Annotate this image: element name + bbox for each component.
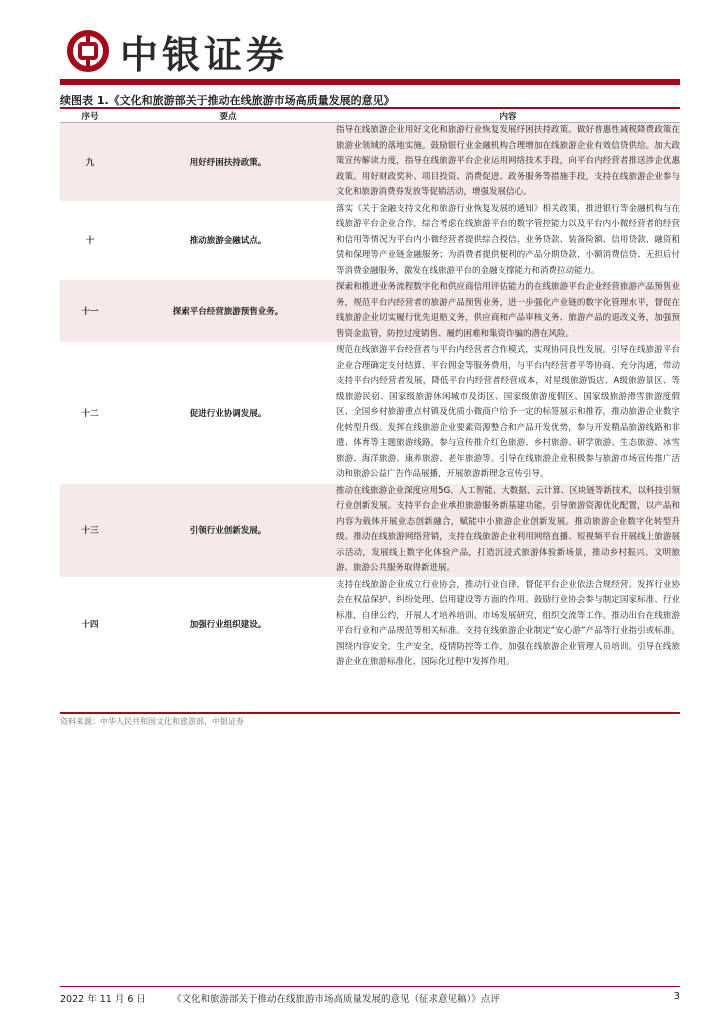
table-row [60,577,680,671]
row-content: 指导在线旅游企业用好文化和旅游行业恢复发展纾困扶持政策。做好普惠性减税降费政策在旅游业领域的落地实施。鼓励银行业金融机构合理增加在线旅游企业有效信贷供给。加大政策宣传解读力度，指导在线旅游平台企业运用网络技术手段，向平台内经营者推送涉企优惠政策。用好财政奖补、项目投资、消费促进、政务服务等措施手段，支持在线旅游企业参与文化和旅游消费券发放等促销活动，增强发展信心。 [336,123,680,202]
row-point: 引领行业创新发展。 [120,483,336,577]
brand-logo [66,26,288,76]
policy-table [60,110,680,672]
row-number: 十四 [81,620,99,630]
row-number: 九 [60,123,120,202]
header-rule [60,79,680,85]
table-row [60,280,680,343]
row-point: 探索平台经营旅游预售业务。 [120,280,336,343]
row-content: 探索和推进业务流程数字化和供应商信用评估能力的在线旅游平台企业经营旅游产品预售业务，规范平台内经营者的旅游产品预售业务，进一步强化产业链的数字化管理水平，督促在线旅游企业切实履行优先退赔义务，供应商和产品审核义务、旅游产品的退改义务，加强预售资金监管，防控过度销售、履约困难和集资诈骗的潜在风险。 [336,280,680,343]
row-point: 促进行业协调发展。 [189,408,267,419]
table-row [60,483,680,577]
row-number: 十二 [81,408,99,419]
figure-caption: 续图表 1.《文化和旅游部关于推动在线旅游市场高质量发展的意见》 [60,94,395,107]
logo-text: 中银证券 [120,31,289,77]
row-number: 十三 [60,483,120,577]
table-end-rule [60,712,680,714]
table-header-row [60,110,680,123]
page-number: 3 [673,991,680,1002]
table-row [60,123,680,202]
bank-of-china-logo-icon [66,29,110,73]
table-row [60,201,680,280]
row-content: 落实《关于金融支持文化和旅游行业恢复发展的通知》相关政策，推进银行等金融机构与在线旅游平台企业合作，综合考虑在线旅游平台的数字管控能力以及平台内小微经营者的经营和信用等情况为平台内小微经营者提供综合授信、业务贷款、装备险额、信用贷款、融资租赁和保理等产业链金融服务；为消费者提供便利的产品分期贷款、小额消费信贷、无担后付等消费金融服务，激发在线旅游平台的金融支撑能力和消费拉动能力。 [336,203,680,276]
row-number: 十 [85,236,95,247]
header-point: 要点 [219,112,237,122]
header-content: 内容 [499,112,517,122]
row-content: 支持在线旅游企业成立行业协会，推动行业自律，督促平台企业依法合规经营。发挥行业协会在权益保护、纠纷处理、信用建设等方面的作用。鼓励行业协会参与制定国家标准、行业标准，自律公约，开展人才培养培训、市场发展研究，组织交流等工作。推动出台在线旅游平台行业和产品规范等相关标准。支持在线旅游企业制定“安心游”产品等行业指引或标准。围绕内容安全，生产安全，疫情防控等工作，加强在线旅游企业管理人员培训。引导在线旅游企业在旅游标准化、国际化过程中发挥作用。 [336,579,680,667]
caption-rule [60,107,680,109]
row-point: 推动旅游金融试点。 [189,236,267,247]
row-content: 推动在线旅游企业深度应用5G、人工智能、大数据、云计算、区块链等新技术，以科技引领行业创新发展。支持平台企业承担旅游服务新基建功能，引导旅游资源优化配置，以产品和内容为载体开展业态创新融合，赋能中小旅游企业创新发展。推动旅游企业数字化转型升级。推动在线旅游网络营销，支持在线旅游企业利用网络直播、短视频平台开展线上旅游展示活动，发展线上数字化体验产品，打造沉浸式旅游体验新场景，推动乡村振兴、文明旅游、旅游公共服务取得新进展。 [336,483,680,577]
row-point: 用好纾困扶持政策。 [120,123,336,202]
footer-title: 《文化和旅游部关于推动在线旅游市场高质量发展的意见（征求意见稿）》点评 [172,994,500,1005]
row-point: 加强行业组织建设。 [189,620,267,630]
row-content: 规范在线旅游平台经营者与平台内经营者合作模式，实现协同良性发展。引导在线旅游平台企业合理确定支付结算、平台佣金等服务费用，与平台内经营者平等协商、充分沟通，带动支持平台内经营者发展，降低平台内经营者经营成本，对星级旅游饭店、A级旅游景区、等级旅游民宿、国家级旅游休闲城市及街区、国家级旅游度假区、国家级旅游滑雪旅游度假区、全国乡村旅游重点村镇及优质小微商户给予一定的标签展示和推荐，推动旅游企业数字化转型升级。发挥在线旅游企业要素资源整合和产品开发优势，参与开发精品旅游线路和非遗、体育等主题旅游线路，参与宣传推介红色旅游、乡村旅游、研学旅游、生态旅游、冰雪旅游、海洋旅游、康养旅游、老年旅游等。引导在线旅游企业积极参与旅游市场宣传推广活动和旅游公益广告作品展播，开展旅游新理念宣传引导。 [336,345,680,479]
source-note: 资料来源：中华人民共和国文化和旅游部，中银证券 [60,717,244,726]
footer-rule [60,986,680,987]
table-row [60,343,680,484]
row-number: 十一 [60,280,120,343]
footer-date: 2022 年 11 月 6 日 [60,994,146,1005]
header-number: 序号 [81,112,99,122]
